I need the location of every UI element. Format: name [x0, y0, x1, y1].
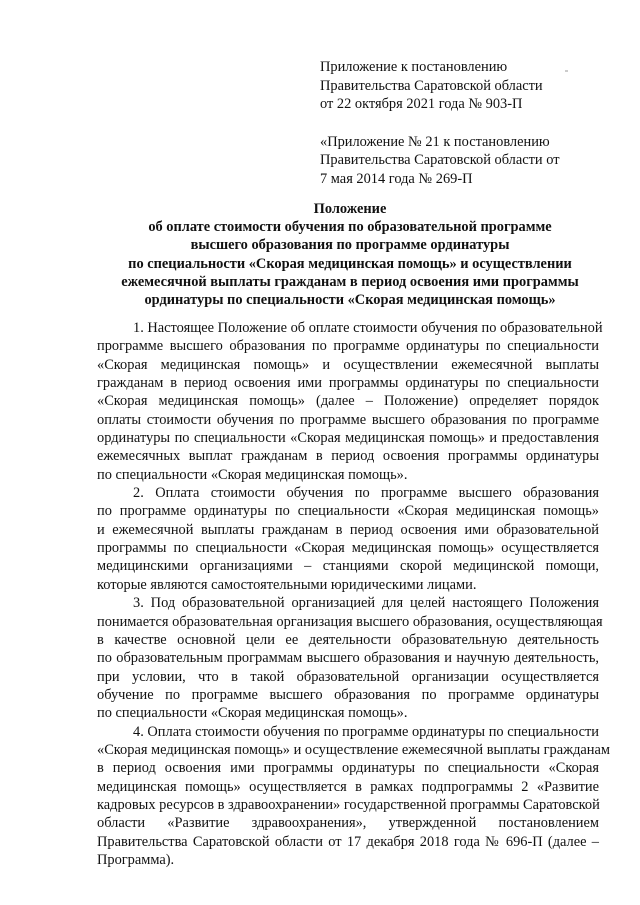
paragraph-4	[97, 723, 610, 870]
text-line: Правительства Саратовской области от 17 декабря 2018 года № 696-П (далее –	[97, 833, 599, 850]
annex-line: 7 мая 2014 года № 269-П	[320, 170, 473, 187]
text-line: 4. Оплата стоимости обучения по программе ординатуры по специальности	[133, 723, 599, 740]
paragraph-3	[97, 594, 603, 722]
text-line: по специальности «Скорая медицинская помощь».	[97, 466, 408, 483]
title-line: ежемесячной выплаты гражданам в период освоения ими программы	[121, 273, 579, 290]
text-line: медицинская помощь» осуществляется в рамках подпрограммы 2 «Развитие	[97, 778, 599, 795]
text-line: Программа).	[97, 851, 175, 868]
text-line: 1. Настоящее Положение об оплате стоимости обучения по образовательной	[133, 320, 603, 336]
document-body	[97, 319, 610, 869]
paragraph-1	[97, 319, 603, 484]
title-line: об оплате стоимости обучения по образовательной программе	[148, 219, 552, 236]
text-line: оплаты стоимости обучения по программе высшего образования по программе	[97, 411, 599, 428]
annex-line: от 22 октября 2021 года № 903-П	[320, 96, 523, 112]
paragraph-2	[97, 484, 599, 594]
text-line: области «Развитие здравоохранения», утвержденной постановлением	[97, 815, 599, 832]
title-heading: Положение	[313, 201, 387, 217]
text-line: «Скорая медицинская помощь» и осуществление ежемесячной выплаты гражданам	[97, 741, 610, 758]
annex-reference	[320, 58, 610, 188]
annex-line: Правительства Саратовской области от	[320, 152, 560, 168]
text-line: программы по специальности «Скорая медицинская помощь» осуществляется	[97, 540, 599, 557]
text-line: ежемесячных выплат гражданам в период освоения программы ординатуры	[97, 448, 599, 465]
text-line: 3. Под образовательной организацией для целей настоящего Положения	[133, 595, 599, 612]
annex-line: Приложение к постановлению	[320, 59, 508, 75]
text-line: по образовательным программам высшего образования и научную деятельность,	[97, 650, 599, 667]
title-line: по специальности «Скорая медицинская помощь» и осуществлении	[128, 255, 572, 272]
text-line: в качестве основной цели ее деятельности образовательную деятельность	[97, 631, 599, 648]
annex-line: Правительства Саратовской области	[320, 77, 543, 94]
text-line: по специальности «Скорая медицинская помощь».	[97, 705, 408, 722]
text-line: по программе ординатуры по специальности «Скорая медицинская помощь»	[97, 503, 599, 520]
text-line: в период освоения ими программы ординатуры по специальности «Скорая	[97, 760, 599, 777]
text-line: «Скорая медицинская помощь» и осуществлении ежемесячной выплаты	[97, 356, 599, 373]
text-line: «Скорая медицинская помощь» (далее – Положение) определяет порядок	[97, 393, 599, 410]
title-line: ординатуры по специальности «Скорая медицинская помощь»	[144, 292, 556, 309]
text-line: гражданам в период освоения ими программы ординатуры по специальности	[97, 375, 599, 392]
text-line: понимается образовательная организация высшего образования, осуществляющая	[97, 613, 603, 630]
text-line: обучение по программе высшего образования по программе ординатуры	[97, 686, 599, 703]
text-line: ординатуры по специальности «Скорая медицинская помощь» и предоставления	[97, 430, 599, 447]
text-line: и ежемесячной выплаты гражданам в период освоения ими образовательной	[97, 521, 599, 538]
title-line: высшего образования по программе ординатуры	[190, 237, 510, 254]
text-line: которые являются самостоятельными юридическими лицами.	[97, 576, 477, 593]
document-title	[100, 200, 600, 309]
text-line: программе высшего образования по программе ординатуры по специальности	[97, 338, 599, 355]
text-line: при условии, что в такой образовательной организации осуществляется	[97, 668, 599, 685]
annex-line: «Приложение № 21 к постановлению	[320, 133, 550, 150]
text-line: кадровых ресурсов в здравоохранении» государственной программы Саратовской	[97, 796, 600, 813]
text-line: медицинскими организациями – станциями скорой медицинской помощи,	[97, 558, 599, 575]
text-line: 2. Оплата стоимости обучения по программе высшего образования	[133, 485, 599, 502]
